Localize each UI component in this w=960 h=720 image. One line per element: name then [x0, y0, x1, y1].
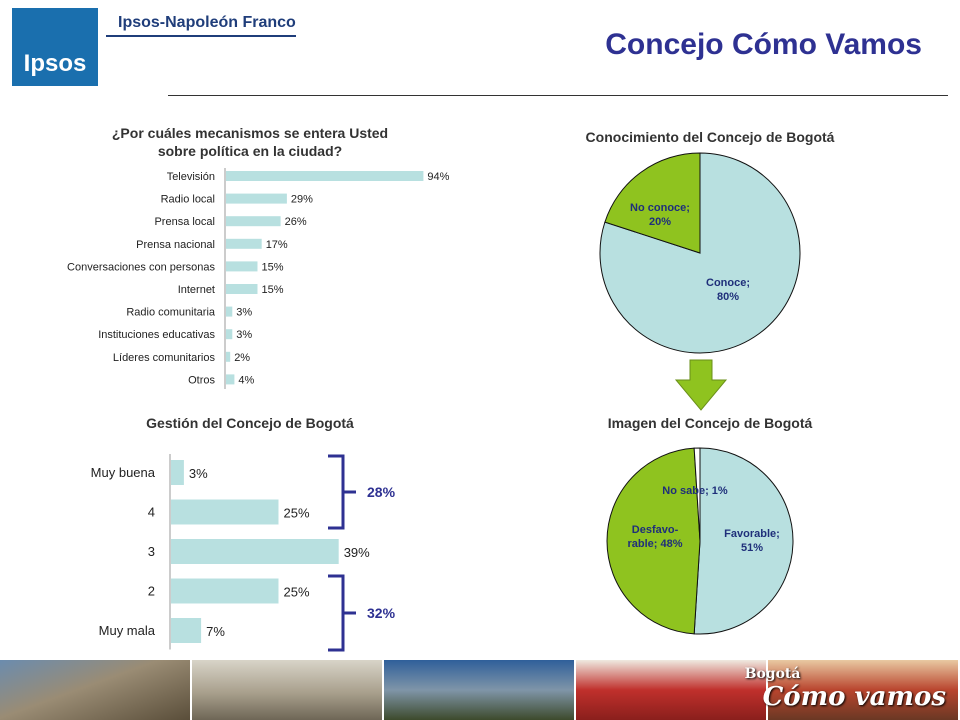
chart-1-title-line-2: sobre política en la ciudad?	[157, 143, 343, 159]
ipsos-logo-text: Ipsos	[23, 50, 87, 77]
chart-2-slice-label: Conoce;	[706, 277, 750, 289]
chart-1-data-label: 4%	[238, 374, 255, 387]
chart-3-bar	[171, 618, 201, 643]
chart-1-category-label: Radio comunitaria	[126, 306, 215, 319]
chart-1-bar	[226, 216, 281, 226]
chart-4-slice-label: Desfavo-	[631, 524, 679, 536]
chart-2-slice-label: No conoce;	[630, 202, 690, 214]
logo-big-text: Cómo vamos	[762, 682, 946, 712]
bogota-como-vamos-logo	[744, 666, 946, 712]
chart-1-data-label: 29%	[290, 193, 313, 206]
chart-3-category-label: 4	[147, 504, 155, 520]
chart-4-slice-label: Favorable;	[724, 528, 780, 540]
chart-1-data-label: 3%	[236, 306, 253, 319]
chart-1-category-label: Televisión	[166, 171, 215, 183]
chart-3-bar	[171, 539, 339, 564]
chart-3-category-label: Muy buena	[90, 465, 155, 480]
group-total-label: 32%	[367, 605, 396, 621]
chart-3-data-label: 3%	[188, 466, 208, 481]
logo-small-text: Bogotá	[744, 666, 801, 682]
chart-1-category-label: Líderes comunitarios	[112, 351, 215, 364]
down-arrow-icon	[676, 360, 726, 410]
chart-1-data-label: 94%	[427, 171, 450, 183]
chart-1-data-label: 17%	[265, 238, 288, 251]
chart-3-data-label: 25%	[283, 505, 310, 521]
chart-4-slice-label: rable; 48%	[627, 538, 683, 550]
chart-1-title-line-1: ¿Por cuáles mecanismos se entera Usted	[111, 125, 389, 141]
chart-3-data-label: 7%	[206, 624, 225, 639]
chart-2-slice-label: 80%	[716, 291, 740, 303]
chart-3-bar	[171, 500, 279, 525]
transmilenio-photo	[576, 660, 768, 720]
chart-4-slice-label: 51%	[740, 542, 764, 554]
chart-1-data-label: 26%	[284, 216, 307, 229]
chart-3-data-label: 39%	[343, 545, 370, 560]
chart-1-bar	[226, 194, 287, 204]
chart-1-data-label: 2%	[234, 351, 251, 364]
chart-1-data-label: 15%	[261, 284, 284, 296]
chart-3-title: Gestión del Concejo de Bogotá	[146, 415, 354, 431]
chart-1-bar	[226, 261, 258, 271]
chart-3-bar	[171, 579, 279, 604]
chart-1-bar	[226, 329, 232, 339]
city-photo	[0, 660, 192, 720]
chart-3-category-label: Muy mala	[98, 623, 155, 638]
chart-1-category-label: Instituciones educativas	[98, 329, 215, 342]
chart-1-bar	[226, 374, 234, 384]
photo-strip	[0, 660, 960, 720]
brand-name: Ipsos-Napoleón Franco	[118, 14, 296, 31]
chart-2-slice-label: 20%	[648, 216, 672, 228]
monserrate-photo	[384, 660, 576, 720]
chart-3-data-label: 25%	[283, 584, 310, 600]
chart-4-slice	[694, 448, 793, 634]
chart-1-bar	[226, 284, 258, 294]
group-bracket	[328, 576, 343, 650]
chart-1-data-label: 3%	[236, 329, 253, 342]
chart-1-category-label: Prensa nacional	[136, 238, 215, 251]
chart-1-category-label: Conversaciones con personas	[67, 261, 215, 274]
chart-2-title: Conocimiento del Concejo de Bogotá	[585, 129, 835, 145]
chart-3-bar	[171, 460, 184, 485]
chart-1-bar	[226, 171, 423, 181]
group-bracket	[328, 456, 343, 528]
chart-1-category-label: Radio local	[160, 193, 215, 206]
chart-1-category-label: Prensa local	[154, 216, 215, 229]
chart-3-category-label: 3	[147, 544, 155, 559]
chart-1-category-label: Internet	[177, 284, 215, 296]
chart-3-category-label: 2	[147, 583, 155, 599]
chart-4-title: Imagen del Concejo de Bogotá	[607, 415, 813, 431]
chart-1-bar	[226, 352, 230, 362]
page-title: Concejo Cómo Vamos	[605, 28, 922, 61]
chart-1-data-label: 15%	[261, 261, 284, 274]
chart-1-bar	[226, 239, 262, 249]
group-total-label: 28%	[367, 484, 396, 500]
building-photo	[192, 660, 384, 720]
chart-1-bar	[226, 307, 232, 317]
chart-4-slice-label: No sabe; 1%	[662, 485, 728, 497]
chart-1-category-label: Otros	[188, 374, 215, 387]
